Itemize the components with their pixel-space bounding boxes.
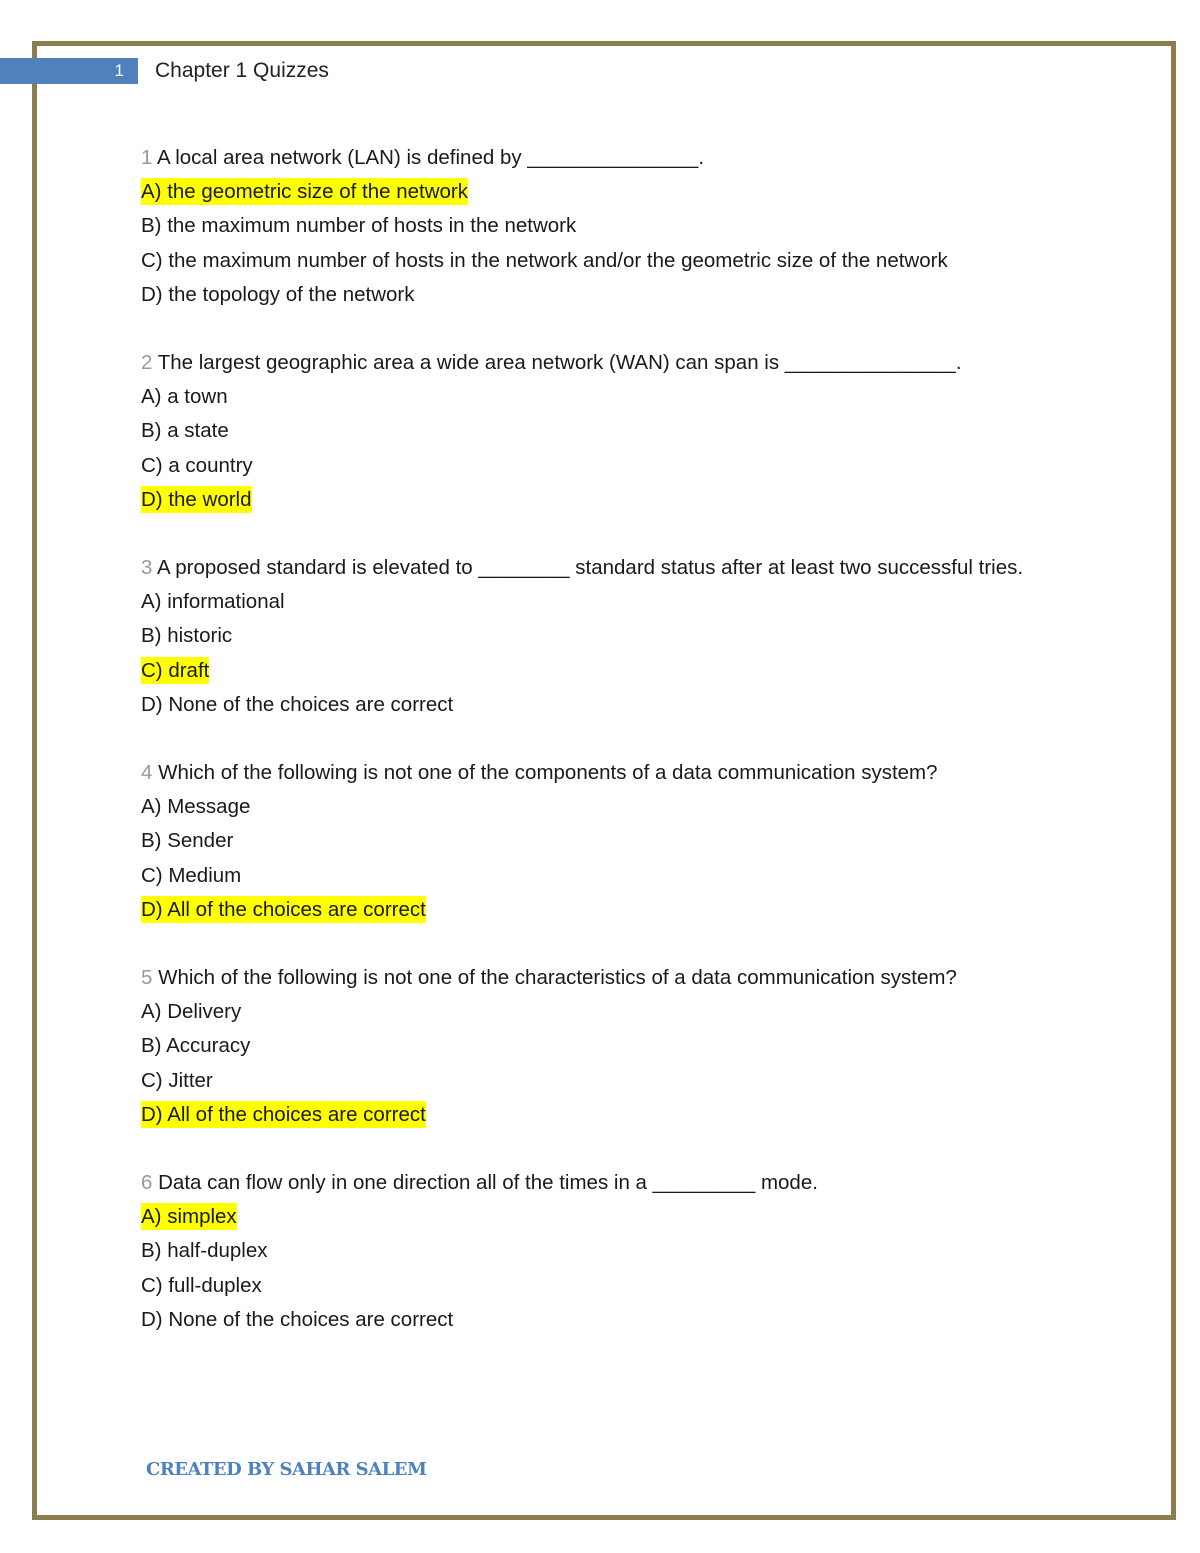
footer-credit: CREATED BY SAHAR SALEM bbox=[146, 1459, 427, 1480]
answer-option-label-highlighted: A) the geometric size of the network bbox=[141, 180, 469, 204]
answer-option bbox=[141, 278, 1101, 312]
answer-option bbox=[141, 483, 1101, 517]
answer-option bbox=[141, 995, 1101, 1029]
page-title: Chapter 1 Quizzes bbox=[155, 59, 329, 82]
question-number: 4 bbox=[141, 761, 153, 785]
question-5 bbox=[141, 961, 1101, 1132]
answer-option-label: D) None of the choices are correct bbox=[141, 692, 454, 716]
answer-option bbox=[141, 1029, 1101, 1063]
answer-option bbox=[141, 449, 1101, 483]
question-text bbox=[141, 551, 1071, 585]
answer-option bbox=[141, 790, 1101, 824]
answer-option-label: C) the maximum number of hosts in the network and/or the geometric size of the network bbox=[141, 248, 948, 272]
answer-option-label: B) the maximum number of hosts in the network bbox=[141, 214, 577, 238]
answer-option-label-highlighted: D) the world bbox=[141, 487, 252, 511]
answer-option bbox=[141, 1269, 1101, 1303]
answer-option-label: A) Delivery bbox=[141, 1000, 242, 1024]
question-number: 5 bbox=[141, 966, 153, 990]
question-text bbox=[141, 141, 1071, 175]
answer-option-label: D) the topology of the network bbox=[141, 282, 415, 306]
answer-option-label: B) a state bbox=[141, 419, 229, 443]
answer-option-label: C) a country bbox=[141, 453, 253, 477]
answer-option bbox=[141, 1098, 1101, 1132]
answer-option-label: A) a town bbox=[141, 385, 228, 409]
question-prompt: Which of the following is not one of the characteristics of a data communication system? bbox=[158, 966, 957, 990]
answer-option-label: A) informational bbox=[141, 590, 285, 614]
question-4 bbox=[141, 756, 1101, 927]
question-number: 2 bbox=[141, 351, 153, 375]
answer-option-label-highlighted: D) All of the choices are correct bbox=[141, 897, 426, 921]
quiz-content bbox=[141, 141, 1101, 1371]
question-text bbox=[141, 756, 1071, 790]
question-prompt: A proposed standard is elevated to ________ standard status after at least two successful tries. bbox=[156, 556, 1024, 580]
answer-option bbox=[141, 619, 1101, 653]
answer-option bbox=[141, 414, 1101, 448]
question-1 bbox=[141, 141, 1101, 312]
question-text bbox=[141, 346, 1071, 380]
answer-option-label: B) historic bbox=[141, 624, 233, 648]
answer-option bbox=[141, 1234, 1101, 1268]
answer-option bbox=[141, 1064, 1101, 1098]
question-prompt: Data can flow only in one direction all of the times in a _________ mode. bbox=[158, 1171, 818, 1195]
question-prompt: Which of the following is not one of the components of a data communication system? bbox=[158, 761, 938, 785]
answer-option bbox=[141, 893, 1101, 927]
answer-option bbox=[141, 209, 1101, 243]
answer-option-label: B) Sender bbox=[141, 829, 234, 853]
question-text bbox=[141, 1166, 1071, 1200]
answer-option-label: A) Message bbox=[141, 795, 251, 819]
question-number: 6 bbox=[141, 1171, 153, 1195]
answer-option-label-highlighted: A) simplex bbox=[141, 1205, 237, 1229]
answer-option bbox=[141, 824, 1101, 858]
answer-option bbox=[141, 859, 1101, 893]
question-number: 3 bbox=[141, 556, 153, 580]
answer-option-label: C) Jitter bbox=[141, 1068, 213, 1092]
answer-option bbox=[141, 1200, 1101, 1234]
answer-option bbox=[141, 1303, 1101, 1337]
answer-option-label: D) None of the choices are correct bbox=[141, 1307, 454, 1331]
answer-option bbox=[141, 688, 1101, 722]
answer-option bbox=[141, 244, 1101, 278]
answer-option-label: B) Accuracy bbox=[141, 1034, 251, 1058]
answer-option bbox=[141, 585, 1101, 619]
page-number: 1 bbox=[114, 61, 124, 80]
answer-option bbox=[141, 654, 1101, 688]
question-3 bbox=[141, 551, 1101, 722]
answer-option-label-highlighted: C) draft bbox=[141, 658, 210, 682]
answer-option-label: C) Medium bbox=[141, 863, 242, 887]
question-prompt: A local area network (LAN) is defined by _______________. bbox=[156, 146, 705, 169]
page-number-tab bbox=[0, 58, 138, 84]
question-2 bbox=[141, 346, 1101, 517]
answer-option-label-highlighted: D) All of the choices are correct bbox=[141, 1102, 426, 1126]
answer-option-label: B) half-duplex bbox=[141, 1239, 268, 1263]
question-6 bbox=[141, 1166, 1101, 1337]
answer-option-label: C) full-duplex bbox=[141, 1273, 262, 1297]
answer-option bbox=[141, 175, 1101, 209]
question-text bbox=[141, 961, 1071, 995]
question-prompt: The largest geographic area a wide area network (WAN) can span is _______________. bbox=[157, 351, 962, 375]
question-number: 1 bbox=[141, 146, 153, 169]
answer-option bbox=[141, 380, 1101, 414]
